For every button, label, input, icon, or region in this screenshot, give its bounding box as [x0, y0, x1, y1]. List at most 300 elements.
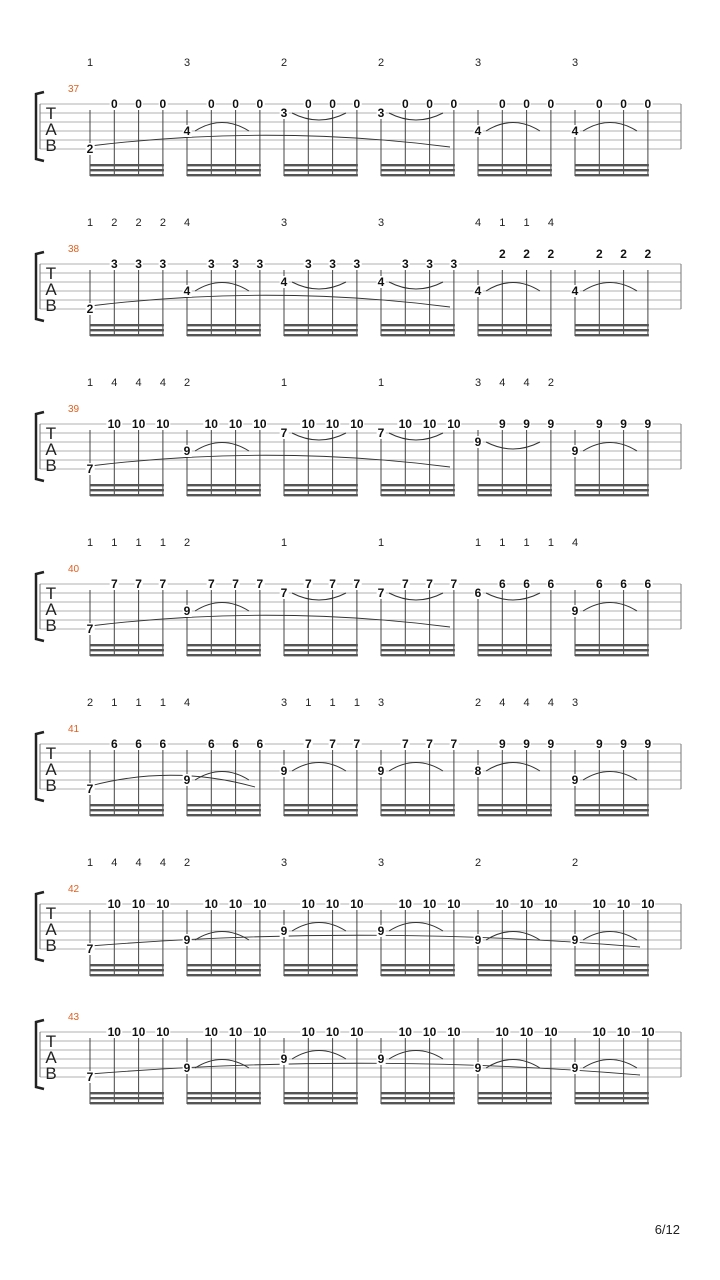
- note-beam: [381, 644, 455, 646]
- slur: [90, 1063, 640, 1075]
- fret-number: 10: [422, 897, 437, 911]
- fret-number: 10: [350, 1025, 364, 1039]
- fret-number: 10: [253, 897, 267, 911]
- note-beam: [381, 969, 455, 971]
- fret-number: 10: [519, 897, 534, 911]
- tab-clef-letter: B: [45, 136, 57, 155]
- fingering-number: 2: [571, 857, 579, 869]
- slur: [90, 295, 450, 307]
- note-beam: [575, 974, 649, 976]
- fingering-number: 3: [571, 57, 579, 69]
- tab-clef-letter: A: [45, 120, 57, 139]
- note-beam: [187, 324, 261, 326]
- fret-number: 9: [474, 933, 482, 947]
- tie: [292, 1051, 346, 1060]
- tab-clef-letter: T: [45, 424, 57, 443]
- fret-number: 7: [207, 577, 215, 591]
- slur: [90, 935, 640, 947]
- fret-number: 0: [644, 97, 652, 111]
- fret-number: 4: [571, 284, 579, 298]
- note-beam: [284, 324, 358, 326]
- fingering-number: 1: [86, 857, 94, 869]
- fingering-number: 3: [280, 217, 288, 229]
- note-beam: [90, 484, 164, 486]
- fret-number: 9: [571, 933, 579, 947]
- fret-number: 9: [595, 737, 603, 751]
- note-beam: [381, 974, 455, 976]
- fingering-number: 1: [111, 537, 118, 549]
- fret-number: 6: [159, 737, 167, 751]
- fret-number: 0: [498, 97, 506, 111]
- tab-clef-letter: A: [45, 1048, 57, 1067]
- note-beam: [90, 324, 164, 326]
- fingering-number: 3: [571, 697, 579, 709]
- fingering-number: 1: [111, 697, 118, 709]
- fingering-number: 4: [571, 537, 579, 549]
- fingering-number: 1: [135, 697, 142, 709]
- note-beam: [90, 1092, 164, 1094]
- note-beam: [575, 809, 649, 811]
- fingering-number: 2: [135, 217, 142, 229]
- fret-number: 7: [135, 577, 142, 591]
- tie: [486, 442, 540, 449]
- note-beam: [284, 1102, 358, 1104]
- note-beam: [575, 329, 649, 331]
- note-beam: [575, 494, 649, 496]
- tie: [389, 113, 443, 120]
- tie: [195, 283, 249, 292]
- fret-number: 3: [159, 257, 167, 271]
- fingering-number: 1: [474, 537, 482, 549]
- fret-number: 3: [110, 257, 118, 271]
- slur: [90, 135, 450, 147]
- note-beam: [284, 969, 358, 971]
- fingering-number: 2: [547, 377, 554, 389]
- note-beam: [187, 334, 261, 336]
- fingering-number: 4: [159, 377, 166, 389]
- fret-number: 10: [204, 417, 218, 431]
- fret-number: 10: [131, 897, 146, 911]
- tab-clef-letter: T: [45, 904, 57, 923]
- fret-number: 6: [523, 577, 530, 591]
- note-beam: [90, 974, 164, 976]
- fret-number: 0: [304, 97, 312, 111]
- note-beam: [284, 974, 358, 976]
- tab-clef-letter: A: [45, 920, 57, 939]
- fret-number: 7: [426, 577, 433, 591]
- fret-number: 4: [183, 284, 191, 298]
- fret-number: 7: [450, 737, 458, 751]
- note-beam: [187, 1097, 261, 1099]
- fret-number: 0: [256, 97, 264, 111]
- note-beam: [284, 484, 358, 486]
- tie: [292, 593, 346, 600]
- fingering-number: 1: [135, 537, 142, 549]
- fingering-number: 4: [499, 377, 506, 389]
- fret-number: 4: [474, 124, 482, 138]
- fingering-number: 3: [377, 217, 385, 229]
- note-beam: [284, 649, 358, 651]
- note-beam: [478, 964, 552, 966]
- fret-number: 10: [544, 897, 558, 911]
- note-beam: [478, 649, 552, 651]
- fingering-number: 4: [111, 377, 118, 389]
- fret-number: 10: [350, 897, 364, 911]
- tab-clef-letter: B: [45, 616, 57, 635]
- note-beam: [381, 1092, 455, 1094]
- note-beam: [575, 1092, 649, 1094]
- note-beam: [575, 814, 649, 816]
- note-beam: [187, 329, 261, 331]
- fret-number: 9: [595, 417, 603, 431]
- fret-number: 6: [595, 577, 603, 591]
- note-beam: [381, 164, 455, 166]
- fret-number: 10: [447, 1025, 461, 1039]
- note-beam: [381, 804, 455, 806]
- note-beam: [575, 964, 649, 966]
- note-beam: [381, 814, 455, 816]
- note-beam: [478, 804, 552, 806]
- tie: [583, 603, 637, 612]
- note-beam: [381, 654, 455, 656]
- tie: [195, 443, 249, 452]
- tie: [195, 772, 249, 781]
- fingering-number: 4: [547, 697, 554, 709]
- fingering-number: 1: [86, 217, 94, 229]
- tab-clef-letter: T: [45, 1032, 57, 1051]
- tie: [389, 593, 443, 600]
- fingering-number: 3: [183, 57, 191, 69]
- note-beam: [284, 494, 358, 496]
- tie: [486, 123, 540, 132]
- fingering-number: 4: [499, 697, 506, 709]
- tab-clef-letter: T: [45, 264, 57, 283]
- fingering-number: 1: [499, 537, 506, 549]
- fret-number: 10: [616, 897, 631, 911]
- note-beam: [478, 644, 552, 646]
- fret-number: 0: [620, 97, 627, 111]
- tie: [389, 763, 443, 772]
- note-beam: [381, 489, 455, 491]
- note-beam: [381, 809, 455, 811]
- note-beam: [478, 334, 552, 336]
- fingering-number: 2: [377, 57, 385, 69]
- note-beam: [187, 814, 261, 816]
- tie: [389, 433, 443, 440]
- fret-number: 10: [228, 897, 243, 911]
- note-beam: [381, 484, 455, 486]
- fret-number: 3: [353, 257, 361, 271]
- fret-number: 10: [253, 417, 267, 431]
- fret-number: 7: [377, 586, 385, 600]
- fret-number: 7: [353, 577, 361, 591]
- fret-number: 3: [426, 257, 433, 271]
- fingering-number: 4: [135, 857, 142, 869]
- fingering-number: 4: [159, 857, 166, 869]
- fingering-number: 2: [183, 537, 191, 549]
- tie: [292, 923, 346, 932]
- fret-number: 10: [641, 897, 655, 911]
- fret-number: 10: [301, 417, 315, 431]
- fret-number: 2: [595, 247, 603, 261]
- note-beam: [187, 964, 261, 966]
- fret-number: 9: [183, 1061, 191, 1075]
- note-beam: [381, 649, 455, 651]
- fret-number: 9: [644, 417, 652, 431]
- tab-clef-letter: T: [45, 104, 57, 123]
- fret-number: 0: [450, 97, 458, 111]
- note-beam: [284, 489, 358, 491]
- fret-number: 10: [325, 897, 340, 911]
- note-beam: [575, 174, 649, 176]
- note-beam: [90, 809, 164, 811]
- note-beam: [90, 174, 164, 176]
- fret-number: 9: [547, 417, 555, 431]
- fret-number: 2: [523, 247, 530, 261]
- fret-number: 9: [183, 604, 191, 618]
- note-beam: [478, 489, 552, 491]
- tie: [292, 282, 346, 289]
- fingering-number: 1: [86, 537, 94, 549]
- fret-number: 9: [571, 444, 579, 458]
- fingering-number: 1: [377, 537, 385, 549]
- fret-number: 3: [232, 257, 239, 271]
- note-beam: [90, 1097, 164, 1099]
- fret-number: 3: [450, 257, 458, 271]
- note-beam: [90, 334, 164, 336]
- note-beam: [478, 969, 552, 971]
- note-beam: [478, 814, 552, 816]
- note-beam: [575, 969, 649, 971]
- fret-number: 7: [280, 586, 288, 600]
- tie: [583, 443, 637, 452]
- fret-number: 10: [156, 897, 170, 911]
- fret-number: 4: [280, 275, 288, 289]
- fret-number: 2: [644, 247, 652, 261]
- fingering-number: 3: [280, 857, 288, 869]
- fret-number: 10: [544, 1025, 558, 1039]
- measure-number: 38: [68, 244, 80, 255]
- tie: [583, 1060, 637, 1069]
- fret-number: 10: [156, 417, 170, 431]
- fret-number: 0: [595, 97, 603, 111]
- note-beam: [478, 324, 552, 326]
- fingering-number: 3: [474, 377, 482, 389]
- note-beam: [381, 174, 455, 176]
- fret-number: 6: [207, 737, 215, 751]
- fingering-number: 1: [523, 217, 530, 229]
- fret-number: 10: [350, 417, 364, 431]
- measure-number: 39: [68, 404, 80, 415]
- note-beam: [284, 804, 358, 806]
- tie: [292, 763, 346, 772]
- fret-number: 0: [547, 97, 555, 111]
- fret-number: 0: [232, 97, 239, 111]
- tab-clef-letter: T: [45, 744, 57, 763]
- tie: [292, 433, 346, 440]
- fret-number: 9: [644, 737, 652, 751]
- note-beam: [187, 169, 261, 171]
- fret-number: 10: [398, 897, 412, 911]
- fingering-number: 2: [159, 217, 166, 229]
- note-beam: [478, 329, 552, 331]
- tab-clef-letter: B: [45, 1064, 57, 1083]
- fret-number: 7: [450, 577, 458, 591]
- note-beam: [187, 174, 261, 176]
- fret-number: 7: [304, 737, 312, 751]
- fret-number: 3: [377, 106, 385, 120]
- fret-number: 9: [571, 604, 579, 618]
- note-beam: [478, 169, 552, 171]
- note-beam: [478, 494, 552, 496]
- fret-number: 2: [547, 247, 555, 261]
- note-beam: [575, 1097, 649, 1099]
- note-beam: [187, 1092, 261, 1094]
- fret-number: 9: [547, 737, 555, 751]
- fret-number: 9: [523, 737, 530, 751]
- fingering-number: 4: [523, 697, 530, 709]
- note-beam: [187, 494, 261, 496]
- fret-number: 10: [204, 1025, 218, 1039]
- measure-number: 42: [68, 884, 80, 895]
- fingering-number: 1: [159, 537, 166, 549]
- note-beam: [381, 324, 455, 326]
- fret-number: 0: [426, 97, 433, 111]
- note-beam: [381, 964, 455, 966]
- fingering-number: 1: [523, 537, 530, 549]
- fret-number: 10: [398, 417, 412, 431]
- fret-number: 7: [401, 737, 409, 751]
- fret-number: 0: [159, 97, 167, 111]
- fret-number: 6: [547, 577, 555, 591]
- fret-number: 3: [135, 257, 142, 271]
- fingering-number: 3: [474, 57, 482, 69]
- fret-number: 0: [329, 97, 336, 111]
- tie: [583, 283, 637, 292]
- slur: [90, 615, 450, 627]
- fret-number: 4: [474, 284, 482, 298]
- fret-number: 2: [498, 247, 506, 261]
- fret-number: 7: [353, 737, 361, 751]
- fret-number: 7: [256, 577, 264, 591]
- fret-number: 10: [301, 897, 315, 911]
- fret-number: 7: [377, 426, 385, 440]
- note-beam: [575, 1102, 649, 1104]
- fingering-number: 4: [111, 857, 118, 869]
- fret-number: 0: [523, 97, 530, 111]
- fret-number: 10: [107, 1025, 121, 1039]
- fret-number: 10: [495, 1025, 509, 1039]
- note-beam: [90, 164, 164, 166]
- fret-number: 7: [401, 577, 409, 591]
- tab-clef-letter: T: [45, 584, 57, 603]
- note-beam: [478, 174, 552, 176]
- measure-number: 43: [68, 1012, 80, 1023]
- fret-number: 6: [135, 737, 142, 751]
- fret-number: 10: [301, 1025, 315, 1039]
- note-beam: [284, 964, 358, 966]
- tie: [486, 283, 540, 292]
- fret-number: 4: [571, 124, 579, 138]
- measure-number: 40: [68, 564, 80, 575]
- fingering-number: 2: [111, 217, 118, 229]
- fret-number: 9: [474, 1061, 482, 1075]
- note-beam: [284, 329, 358, 331]
- note-beam: [575, 804, 649, 806]
- fingering-number: 2: [280, 57, 288, 69]
- fingering-number: 2: [86, 697, 94, 709]
- fingering-number: 4: [523, 377, 530, 389]
- note-beam: [381, 329, 455, 331]
- note-beam: [284, 1092, 358, 1094]
- fret-number: 3: [280, 106, 288, 120]
- fingering-number: 1: [86, 377, 94, 389]
- fret-number: 9: [183, 933, 191, 947]
- note-beam: [381, 1097, 455, 1099]
- fingering-number: 3: [377, 857, 385, 869]
- fingering-number: 3: [377, 697, 385, 709]
- fret-number: 4: [377, 275, 385, 289]
- note-beam: [187, 484, 261, 486]
- fret-number: 3: [329, 257, 336, 271]
- fret-number: 0: [207, 97, 215, 111]
- fret-number: 9: [377, 764, 385, 778]
- note-beam: [90, 649, 164, 651]
- fret-number: 10: [422, 417, 437, 431]
- note-beam: [90, 964, 164, 966]
- fingering-number: 1: [353, 697, 360, 709]
- note-beam: [478, 484, 552, 486]
- note-beam: [575, 649, 649, 651]
- fingering-number: 4: [183, 697, 191, 709]
- tab-clef-letter: A: [45, 760, 57, 779]
- fret-number: 7: [86, 622, 94, 636]
- fret-number: 9: [377, 924, 385, 938]
- note-beam: [90, 494, 164, 496]
- fret-number: 10: [131, 417, 146, 431]
- fret-number: 10: [253, 1025, 267, 1039]
- note-beam: [187, 489, 261, 491]
- fret-number: 7: [86, 782, 94, 796]
- tab-clef-letter: B: [45, 296, 57, 315]
- note-beam: [90, 814, 164, 816]
- note-beam: [284, 174, 358, 176]
- fingering-number: 1: [329, 697, 336, 709]
- fingering-number: 2: [474, 857, 482, 869]
- fret-number: 7: [110, 577, 118, 591]
- note-beam: [187, 649, 261, 651]
- note-beam: [381, 494, 455, 496]
- fingering-number: 1: [499, 217, 506, 229]
- tie: [195, 123, 249, 132]
- fret-number: 3: [304, 257, 312, 271]
- note-beam: [284, 334, 358, 336]
- note-beam: [575, 169, 649, 171]
- note-beam: [90, 804, 164, 806]
- fingering-number: 3: [280, 697, 288, 709]
- fret-number: 10: [398, 1025, 412, 1039]
- note-beam: [575, 334, 649, 336]
- fret-number: 9: [571, 773, 579, 787]
- fret-number: 10: [228, 1025, 243, 1039]
- note-beam: [381, 334, 455, 336]
- note-beam: [575, 644, 649, 646]
- fret-number: 3: [401, 257, 409, 271]
- fret-number: 10: [641, 1025, 655, 1039]
- note-beam: [284, 809, 358, 811]
- tie: [583, 123, 637, 132]
- fingering-number: 4: [547, 217, 554, 229]
